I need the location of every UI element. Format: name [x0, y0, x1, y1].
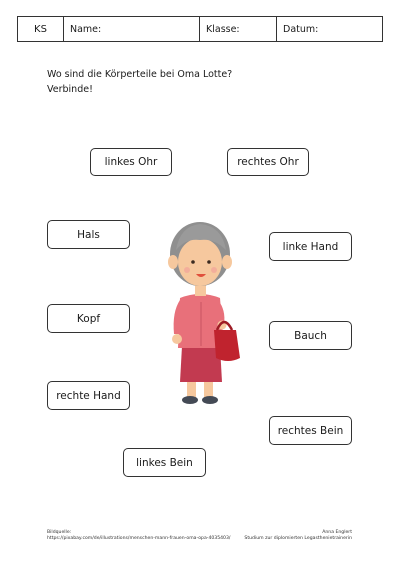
label-bauch[interactable]: Bauch	[269, 321, 352, 350]
header-table	[17, 16, 383, 42]
left-ear	[168, 255, 178, 269]
label-rechte-hand[interactable]: rechte Hand	[47, 381, 130, 410]
label-kopf[interactable]: Kopf	[47, 304, 130, 333]
right-eye	[207, 260, 211, 264]
footer-source-url[interactable]: https://pixabay.com/de/illustrations/menschen-mann-frauen-oma-opa-4035403/	[47, 536, 231, 541]
label-hals[interactable]: Hals	[47, 220, 130, 249]
label-rechtes-bein[interactable]: rechtes Bein	[269, 416, 352, 445]
header-ks: KS	[18, 17, 64, 41]
instruction-connect: Verbinde!	[47, 84, 93, 95]
label-linkes-ohr[interactable]: linkes Ohr	[90, 148, 172, 176]
right-cheek	[211, 267, 217, 273]
left-hand	[172, 334, 182, 344]
label-rechtes-ohr[interactable]: rechtes Ohr	[227, 148, 309, 176]
footer-author-name: Anna Englert	[322, 530, 352, 535]
oma-lotte-illustration	[158, 212, 248, 408]
left-shoe	[182, 396, 198, 404]
right-ear	[222, 255, 232, 269]
right-shoe	[202, 396, 218, 404]
left-eye	[191, 260, 195, 264]
header-klasse-field[interactable]: Klasse:	[200, 17, 277, 41]
label-linkes-bein[interactable]: linkes Bein	[123, 448, 206, 477]
footer-author	[244, 530, 352, 542]
face	[178, 238, 222, 286]
footer-source	[47, 530, 230, 542]
handbag	[214, 330, 240, 361]
header-datum-field[interactable]: Datum:	[283, 23, 319, 35]
header-name-field[interactable]: Name:	[64, 17, 200, 41]
left-cheek	[184, 267, 190, 273]
instruction-question: Wo sind die Körperteile bei Oma Lotte?	[47, 69, 233, 80]
label-linke-hand[interactable]: linke Hand	[269, 232, 352, 261]
footer-author-note: Studium zur diplomierten Legasthenietrainerin	[244, 536, 352, 541]
footer-source-title: Bildquelle:	[47, 530, 72, 535]
